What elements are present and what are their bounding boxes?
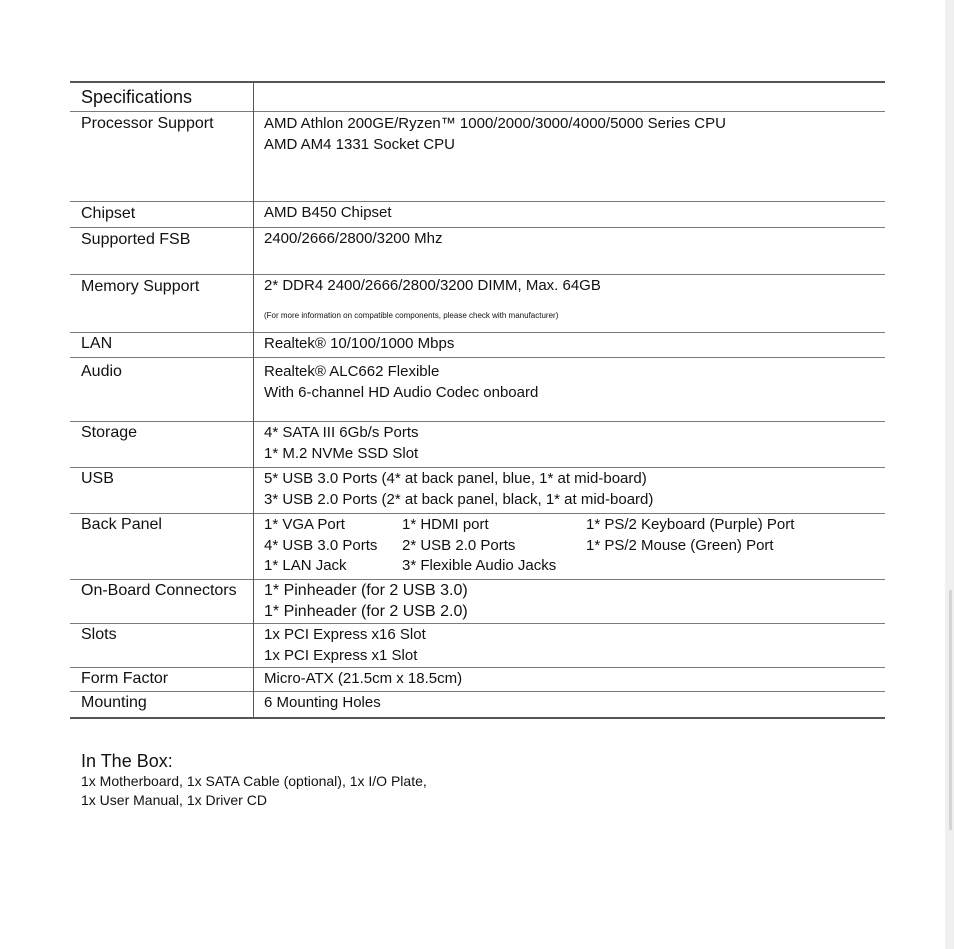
mounting-label: Mounting [70,692,254,718]
usb-label: USB [70,468,254,514]
fsb-value: 2400/2666/2800/3200 Mhz [254,228,886,275]
memory-note: (For more information on compatible components, please check with manufacturer) [264,310,559,320]
slots-line: 1x PCI Express x1 Slot [264,646,418,664]
spec-row-storage [70,422,885,468]
spec-header: Specifications [81,87,193,107]
memory-value [254,275,886,333]
spec-row-memory [70,275,885,333]
back-panel-item: 1* PS/2 Mouse (Green) Port [586,536,774,554]
spec-row-connectors [70,580,885,624]
spec-row-usb [70,468,885,514]
back-panel-col-2 [402,515,586,577]
in-the-box-title: In The Box: [81,751,173,771]
storage-line: 1* M.2 NVMe SSD Slot [264,444,419,462]
usb-line: 5* USB 3.0 Ports (4* at back panel, blue, 1* at mid-board) [264,470,647,487]
slots-value [254,624,886,668]
form-factor-label: Form Factor [70,668,254,692]
audio-label: Audio [70,358,254,422]
memory-label: Memory Support [70,275,254,333]
in-the-box-line: 1x User Manual, 1x Driver CD [81,792,267,808]
connectors-value [254,580,886,624]
back-panel-item: 1* HDMI port [402,516,489,533]
spec-row-slots [70,624,885,668]
spec-row-fsb [70,228,885,275]
storage-value [254,422,886,468]
back-panel-col-1 [264,515,402,577]
back-panel-item: 1* LAN Jack [264,557,347,574]
usb-value [254,468,886,514]
memory-line: 2* DDR4 2400/2666/2800/3200 DIMM, Max. 64GB [264,277,601,294]
processor-line: AMD AM4 1331 Socket CPU [264,135,455,153]
connectors-line: 1* Pinheader (for 2 USB 3.0) [264,582,468,599]
storage-label: Storage [70,422,254,468]
audio-line: With 6-channel HD Audio Codec onboard [264,383,539,401]
back-panel-col-3 [586,515,794,577]
spec-row-audio [70,358,885,422]
connectors-label: On-Board Connectors [70,580,254,624]
storage-line: 4* SATA III 6Gb/s Ports [264,424,419,441]
page-edge-scrollbar [945,0,954,949]
form-factor-value: Micro-ATX (21.5cm x 18.5cm) [254,668,886,692]
spec-table [70,81,885,719]
lan-label: LAN [70,333,254,358]
audio-line: Realtek® ALC662 Flexible [264,363,440,380]
spec-row-back-panel [70,514,885,580]
spec-header-row [70,82,885,112]
connectors-line: 1* Pinheader (for 2 USB 2.0) [264,602,468,620]
spec-row-chipset [70,202,885,228]
back-panel-grid [264,515,875,577]
in-the-box-line: 1x Motherboard, 1x SATA Cable (optional), 1x I/O Plate, [81,773,427,789]
back-panel-label: Back Panel [70,514,254,580]
spec-row-mounting [70,692,885,718]
back-panel-item: 4* USB 3.0 Ports [264,536,378,554]
audio-value [254,358,886,422]
mounting-value: 6 Mounting Holes [254,692,886,718]
back-panel-item: 3* Flexible Audio Jacks [402,557,557,574]
slots-label: Slots [70,624,254,668]
back-panel-item: 1* PS/2 Keyboard (Purple) Port [586,516,795,533]
processor-label: Processor Support [70,112,254,202]
spec-row-form-factor [70,668,885,692]
processor-line: AMD Athlon 200GE/Ryzen™ 1000/2000/3000/4000/5000 Series CPU [264,115,726,132]
chipset-value: AMD B450 Chipset [254,202,886,228]
spec-row-lan [70,333,885,358]
fsb-label: Supported FSB [70,228,254,275]
processor-value [254,112,886,202]
usb-line: 3* USB 2.0 Ports (2* at back panel, black, 1* at mid-board) [264,490,654,508]
back-panel-item: 2* USB 2.0 Ports [402,536,516,554]
spec-row-processor [70,112,885,202]
in-the-box [81,750,427,810]
lan-value: Realtek® 10/100/1000 Mbps [254,333,886,358]
spec-header-value [254,82,886,112]
slots-line: 1x PCI Express x16 Slot [264,626,426,643]
back-panel-item: 1* VGA Port [264,516,345,533]
chipset-label: Chipset [70,202,254,228]
back-panel-value [254,514,886,580]
